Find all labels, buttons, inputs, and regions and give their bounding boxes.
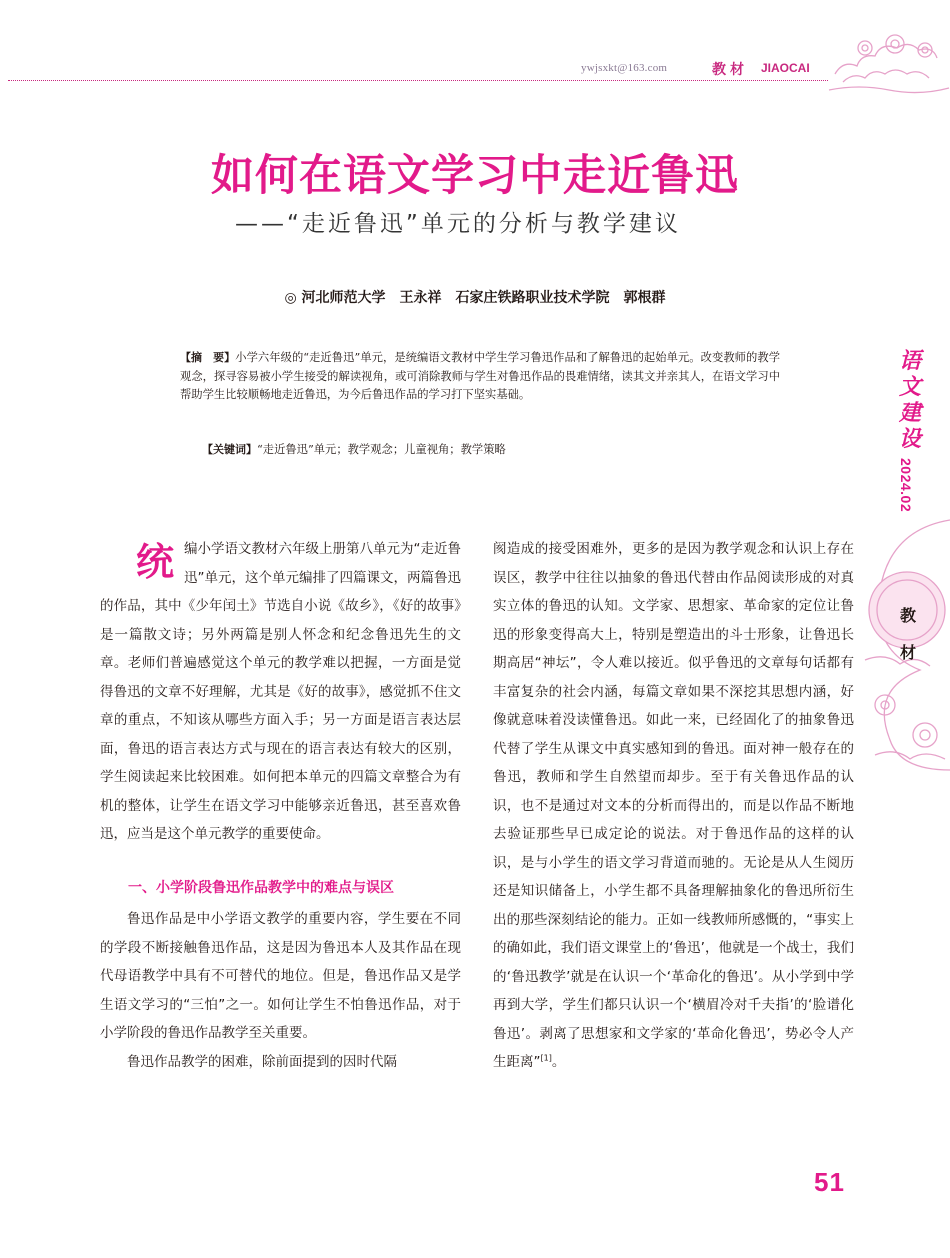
article-title: 如何在语文学习中走近鲁迅 [211,151,739,201]
body-left-column [100,535,461,1076]
abstract-text: 小学六年级的“走近鲁迅”单元，是统编语文教材中学生学习鲁迅作品和了解鲁迅的起始单元。改变教师的教学观念，探寻容易被小学生接受的解读视角，或可消除教师与学生对鲁迅作品的畏难情绪，读其文并亲其人，在语文学习中帮助学生比较顺畅地走近鲁迅，为今后鲁迅作品的学习打下坚实基础。 [180,351,780,401]
page-number: 51 [814,1167,845,1197]
author-line: ◎ 河北师范大学 王永祥 石家庄铁路职业技术学院 郭根群 [284,290,666,306]
paragraph-continued-text: 阂造成的接受困难外，更多的是因为教学观念和认识上存在误区，教学中往往以抽象的鲁迅代替由作品阅读形成的对真实立体的鲁迅的认知。文学家、思想家、革命家的定位让鲁迅的形象变得高大上，特别是塑造出的斗士形象，让鲁迅长期高居“神坛”，令人难以接近。似乎鲁迅的文章每句话都有丰富复杂的社会内涵，每篇文章如果不深挖其思想内涵，好像就意味着没读懂鲁迅。如此一来，已经固化了的抽象鲁迅代替了学生从课文中真实感知到的鲁迅。面对神一般存在的鲁迅，教师和学生自然望而却步。至于有关鲁迅作品的认识，也不是通过对文本的分析而得出的，而是以作品不断地去验证那些早已成定论的说法。对于鲁迅作品的这样的认识，是与小学生的语文学习背道而驰的。无论是从人生阅历还是知识储备上，小学生都不具备理解抽象化的鲁迅所衍生出的那些深刻结论的能力。正如一线教师所感慨的，“事实上的确如此，我们语文课堂上的‘鲁迅’，他就是一个战士，我们的‘鲁迅教学’就是在认识一个‘革命化的鲁迅’。从小学到中学再到大学，学生们都只认识一个‘横眉冷对千夫指’的‘脸谱化鲁迅’。剥离了思想家和文学家的‘革命化鲁迅’，势必令人产生距离” [493,541,854,1070]
keywords-label: 【关键词】 [202,443,257,456]
side-section-label: 教材 [899,606,916,662]
paragraph-intro-text: 编小学语文教材六年级上册第八单元为“走近鲁迅”单元，这个单元编排了四篇课文，两篇鲁迅的作品，其中《少年闰土》节选自小说《故乡》，《好的故事》是一篇散文诗；另外两篇是别人怀念和纪念鲁迅先生的文章。老师们普遍感觉这个单元的教学难以把握，一方面是觉得鲁迅的文章不好理解，尤其是《好的故事》，感觉抓不住文章的重点，不知该从哪些方面入手；另一方面是语言表达层面，鲁迅的语言表达方式与现在的语言表达有较大的区别，学生阅读起来比较困难。如何把本单元的四篇文章整合为有机的整体，让学生在语文学习中能够亲近鲁迅，甚至喜欢鲁迅，应当是这个单元教学的重要使命。 [100,541,461,842]
keywords-text: “走近鲁迅”单元；教学观念；儿童视角；教学策略 [257,443,506,456]
header-magazine-label: 教材 [712,62,748,78]
journal-name-vertical: 语文建设 [898,348,921,452]
abstract-label: 【摘 要】 [180,351,236,364]
cloud-ornament-icon [825,26,950,96]
issue-date [896,458,916,518]
header-divider [8,80,828,81]
keywords [202,441,782,460]
header-section-label: JIAOCAI [761,61,810,75]
paragraph-intro [100,535,461,849]
body-right-column [493,535,854,1077]
header-email: ywjsxkt@163.com [581,62,668,74]
reference-marker: [1] [540,1053,552,1063]
section-heading-1: 一、小学阶段鲁迅作品教学中的难点与误区 [128,879,394,896]
paragraph-end: 。 [551,1054,566,1070]
paragraph-continued [493,535,854,1077]
issue-date-text: 2024.02 [898,458,914,513]
paragraph: 鲁迅作品是中小学语文教学的重要内容，学生要在不同的学段不断接触鲁迅作品，这是因为鲁迅本人及其作品在现代母语教学中具有不可替代的地位。但是，鲁迅作品又是学生语文学习的“三怕”之一。如何让学生不怕鲁迅作品，对于小学阶段的鲁迅作品教学至关重要。 [100,911,461,1041]
drop-cap: 统 [136,539,175,584]
article-subtitle: ——“走近鲁迅”单元的分析与教学建议 [235,211,681,237]
abstract [180,349,780,405]
paragraph: 鲁迅作品教学的困难，除前面提到的因时代隔 [127,1053,397,1070]
